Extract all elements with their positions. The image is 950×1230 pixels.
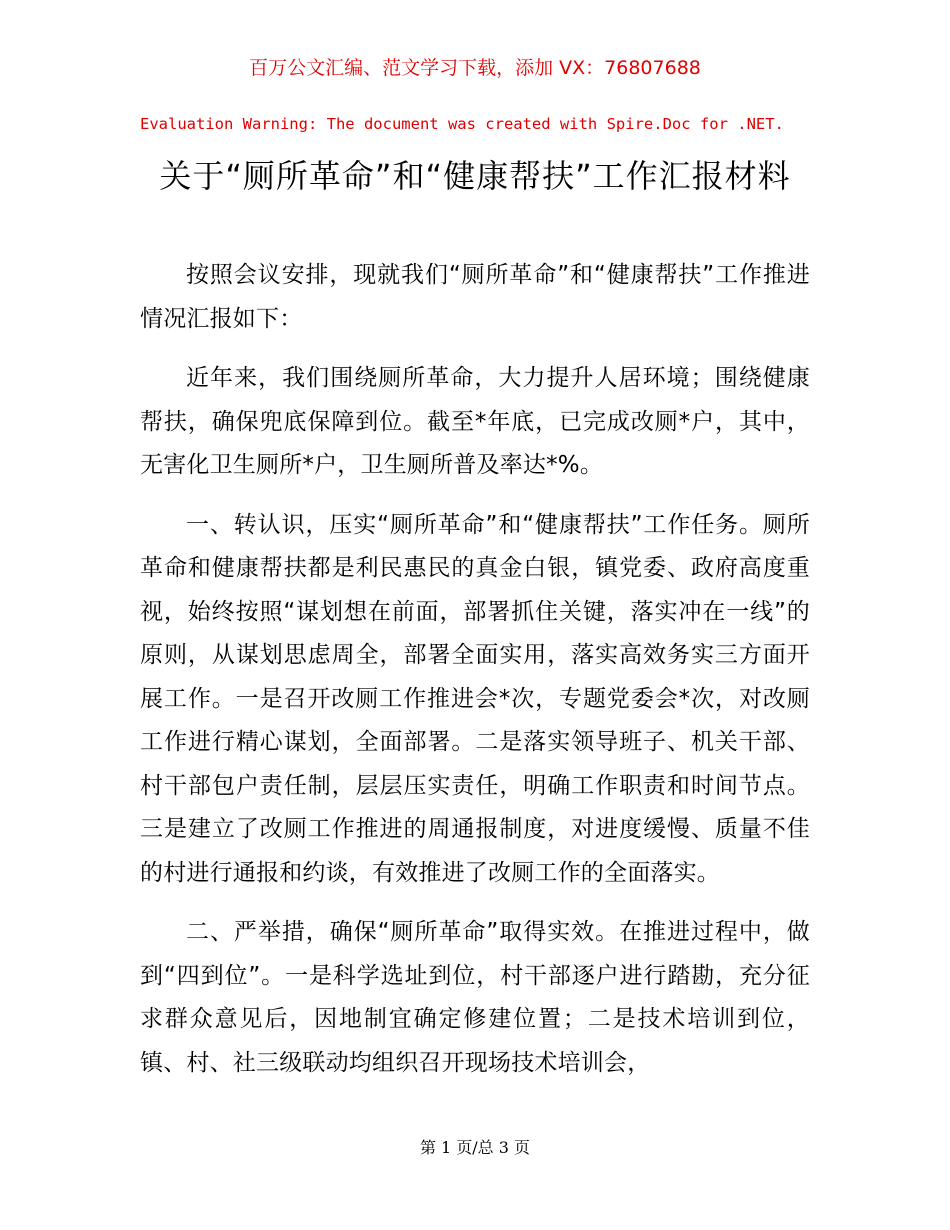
paragraph-section-2: 二、严举措，确保“厕所革命”取得实效。在推进过程中，做到“四到位”。一是科学选址到位，村干部逐户进行踏勘，充分征求群众意见后，因地制宜确定修建位置；二是技术培训到位，镇、村、社三级联动均组织召开现场技术培训会， xyxy=(140,919,810,1076)
paragraph-intro: 按照会议安排，现就我们“厕所革命”和“健康帮扶”工作推进情况汇报如下： xyxy=(140,262,810,332)
evaluation-warning: Evaluation Warning: The document was created with Spire.Doc for .NET. xyxy=(140,115,784,133)
paragraph-section-1: 一、转认识，压实“厕所革命”和“健康帮扶”工作任务。厕所革命和健康帮扶都是利民惠民的真金白银，镇党委、政府高度重视，始终按照“谋划想在前面，部署抓住关键，落实冲在一线”的原则，从谋划思虑周全，部署全面实用，落实高效务实三方面开展工作。一是召开改厕工作推进会*次，专题党委会*次，对改厕工作进行精心谋划，全面部署。二是落实领导班子、机关干部、村干部包户责任制，层层压实责任，明确工作职责和时间节点。三是建立了改厕工作推进的周通报制度，对进度缓慢、质量不佳的村进行通报和约谈，有效推进了改厕工作的全面落实。 xyxy=(140,511,810,886)
promo-banner: 百万公文汇编、范文学习下载，添加 VX：76807688 xyxy=(249,57,701,79)
page-indicator: 第 1 页/总 3 页 xyxy=(419,1138,531,1157)
paragraph-summary: 近年来，我们围绕厕所革命，大力提升人居环境；围绕健康帮扶，确保兜底保障到位。截至*年底，已完成改厕*户，其中，无害化卫生厕所*户，卫生厕所普及率达*%。 xyxy=(140,365,810,478)
document-title: 关于“厕所革命”和“健康帮扶”工作汇报材料 xyxy=(159,157,791,195)
document-body xyxy=(140,254,810,1101)
